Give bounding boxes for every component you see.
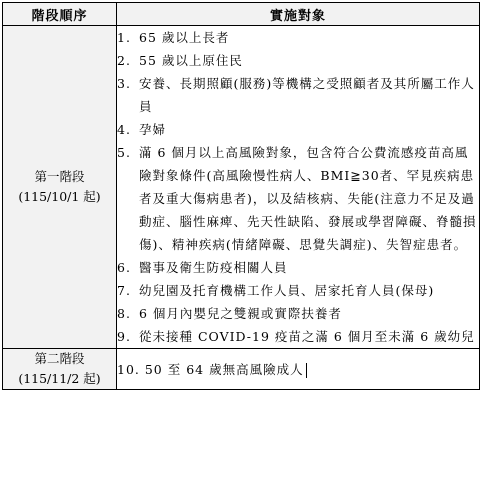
text-cursor (306, 363, 307, 378)
list-item (117, 26, 479, 49)
target-cell-editable[interactable] (117, 349, 480, 390)
list-item (117, 49, 479, 72)
target-cell (117, 26, 480, 349)
vaccination-schedule-table (2, 2, 480, 390)
list-item (117, 279, 479, 302)
item-text: 6 個月內嬰兒之雙親或實際扶養者 (139, 306, 342, 321)
table-header-row (3, 3, 480, 26)
item-text: 醫事及衛生防疫相關人員 (139, 260, 288, 275)
list-item (117, 256, 479, 279)
header-phase: 階段順序 (3, 3, 117, 26)
item-number: 6. (117, 260, 131, 275)
item-number: 7. (117, 283, 131, 298)
item-number: 2. (117, 53, 131, 68)
list-item (117, 72, 479, 118)
item-text: 10. 50 至 64 歲無高風險成人 (117, 362, 304, 377)
phase-cell (3, 26, 117, 349)
item-number: 4. (117, 122, 131, 137)
item-number: 1. (117, 30, 131, 45)
item-number: 5. (117, 145, 131, 160)
item-text: 滿 6 個月以上高風險對象，包含符合公費流感疫苗高風險對象條件(高風險慢性病人、BMI≧30者、罕見疾病患者及重大傷病患者)，以及結核病、失能(注意力不足及過動症、腦性麻痺、先天性缺陷、發展或學習障礙、脊髓損傷)、精神疾病(情緒障礙、思覺失調症)、失智症患者。 (139, 145, 477, 252)
phase-label: 第二階段 (34, 351, 85, 366)
list-item (117, 325, 479, 348)
table-row (3, 26, 480, 349)
item-text: 從未接種 COVID-19 疫苗之滿 6 個月至未滿 6 歲幼兒 (139, 329, 475, 344)
item-text: 安養、長期照顧(服務)等機構之受照顧者及其所屬工作人員 (139, 76, 475, 114)
list-item (117, 118, 479, 141)
phase-date: (115/11/2 起) (18, 371, 101, 386)
item-text: 孕婦 (139, 122, 167, 137)
list-item (117, 302, 479, 325)
list-item (117, 141, 479, 256)
phase-date: (115/10/1 起) (18, 189, 101, 204)
table-row (3, 349, 480, 390)
header-target: 實施對象 (117, 3, 480, 26)
item-number: 3. (117, 76, 131, 91)
item-number: 9. (117, 329, 131, 344)
item-text: 65 歲以上長者 (139, 30, 230, 45)
item-text: 55 歲以上原住民 (139, 53, 243, 68)
phase-cell (3, 349, 117, 390)
item-text: 幼兒園及托育機構工作人員、居家托育人員(保母) (139, 283, 435, 298)
target-list (117, 26, 479, 348)
item-number: 8. (117, 306, 131, 321)
phase-label: 第一階段 (34, 169, 85, 184)
